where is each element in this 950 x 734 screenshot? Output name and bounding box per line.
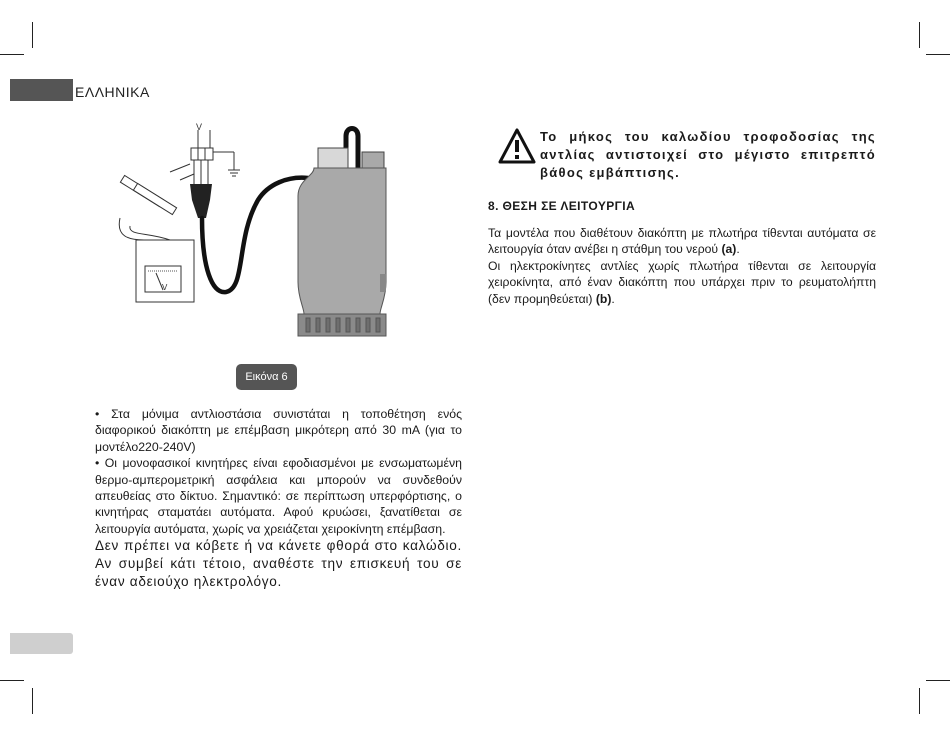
voltage-label: V: [196, 122, 203, 132]
cable-note: Δεν πρέπει να κόβετε ή να κάνετε φθορά στο καλώδιο. Αν συμβεί κάτι τέτοιο, αναθέστε την επισκευή του σε έναν αδειούχο ηλεκτρολόγο.: [95, 538, 462, 590]
bullet-motor-protection: • Οι μονοφασικοί κινητήρες είναι εφοδιασμένοι με ενσωματωμένη θερμο-αμπερομετρική ασφάλεια και μπορούν να συνδεθούν απευθείας στο δίκτυο. Σημαντικό: σε περίπτωση υπερφόρτισης, ο κινητήρας σταματάει αυτόματα. Αφού κρυώσει, ξανατίθεται σε λειτουργία αυτόματα, χωρίς να χρειάζεται χειροκίνητη επέμβαση.: [95, 456, 462, 536]
reference-b: (b): [595, 291, 612, 306]
paragraph-end: .: [736, 242, 740, 257]
crop-mark: [32, 22, 33, 48]
left-column: [95, 406, 462, 591]
warning-icon: [498, 128, 536, 164]
meter-label: V: [162, 283, 168, 292]
paragraph-manual-switch: [488, 258, 876, 307]
crop-mark: [0, 680, 24, 681]
figure-caption: Εικόνα 6: [236, 364, 297, 390]
page-number-tab: [10, 633, 73, 654]
crop-mark: [32, 688, 33, 714]
paragraph-text: Οι ηλεκτροκίνητες αντλίες χωρίς πλωτήρα τίθενται σε λειτουργία χειροκίνητα, από έναν διακόπτη που υπάρχει πριν το ρευματολήπτη (δεν προμηθεύεται): [488, 258, 876, 306]
crop-mark: [926, 680, 950, 681]
crop-mark: [926, 54, 950, 55]
language-tab: [10, 79, 73, 101]
paragraph-text: Τα μοντέλα που διαθέτουν διακόπτη με πλωτήρα τίθενται αυτόματα σε λειτουργία όταν ανέβει η στάθμη του νερού: [488, 226, 876, 257]
warning-text: Το μήκος του καλωδίου τροφοδοσίας της αντλίας αντιστοιχεί στο μέγιστο επιτρεπτό βάθος εμβάπτισης.: [540, 129, 876, 180]
crop-mark: [919, 22, 920, 48]
crop-mark: [0, 54, 24, 55]
paragraph-end: .: [611, 291, 615, 306]
paragraph-float-switch: [488, 225, 876, 258]
right-column: [488, 225, 876, 307]
reference-a: (a): [721, 242, 737, 257]
bullet-rcd: • Στα μόνιμα αντλιοστάσια συνιστάται η τοποθέτηση ενός διαφορικού διακόπτη με επέμβαση μικρότερη από 30 mA (για το μοντέλο220-240V): [95, 407, 462, 454]
language-label: ΕΛΛΗΝΙΚΑ: [75, 84, 150, 100]
section-title: 8. ΘΕΣΗ ΣΕ ΛΕΙΤΟΥΡΓΙΑ: [488, 199, 636, 213]
wiring-diagram: [118, 118, 408, 343]
crop-mark: [919, 688, 920, 714]
